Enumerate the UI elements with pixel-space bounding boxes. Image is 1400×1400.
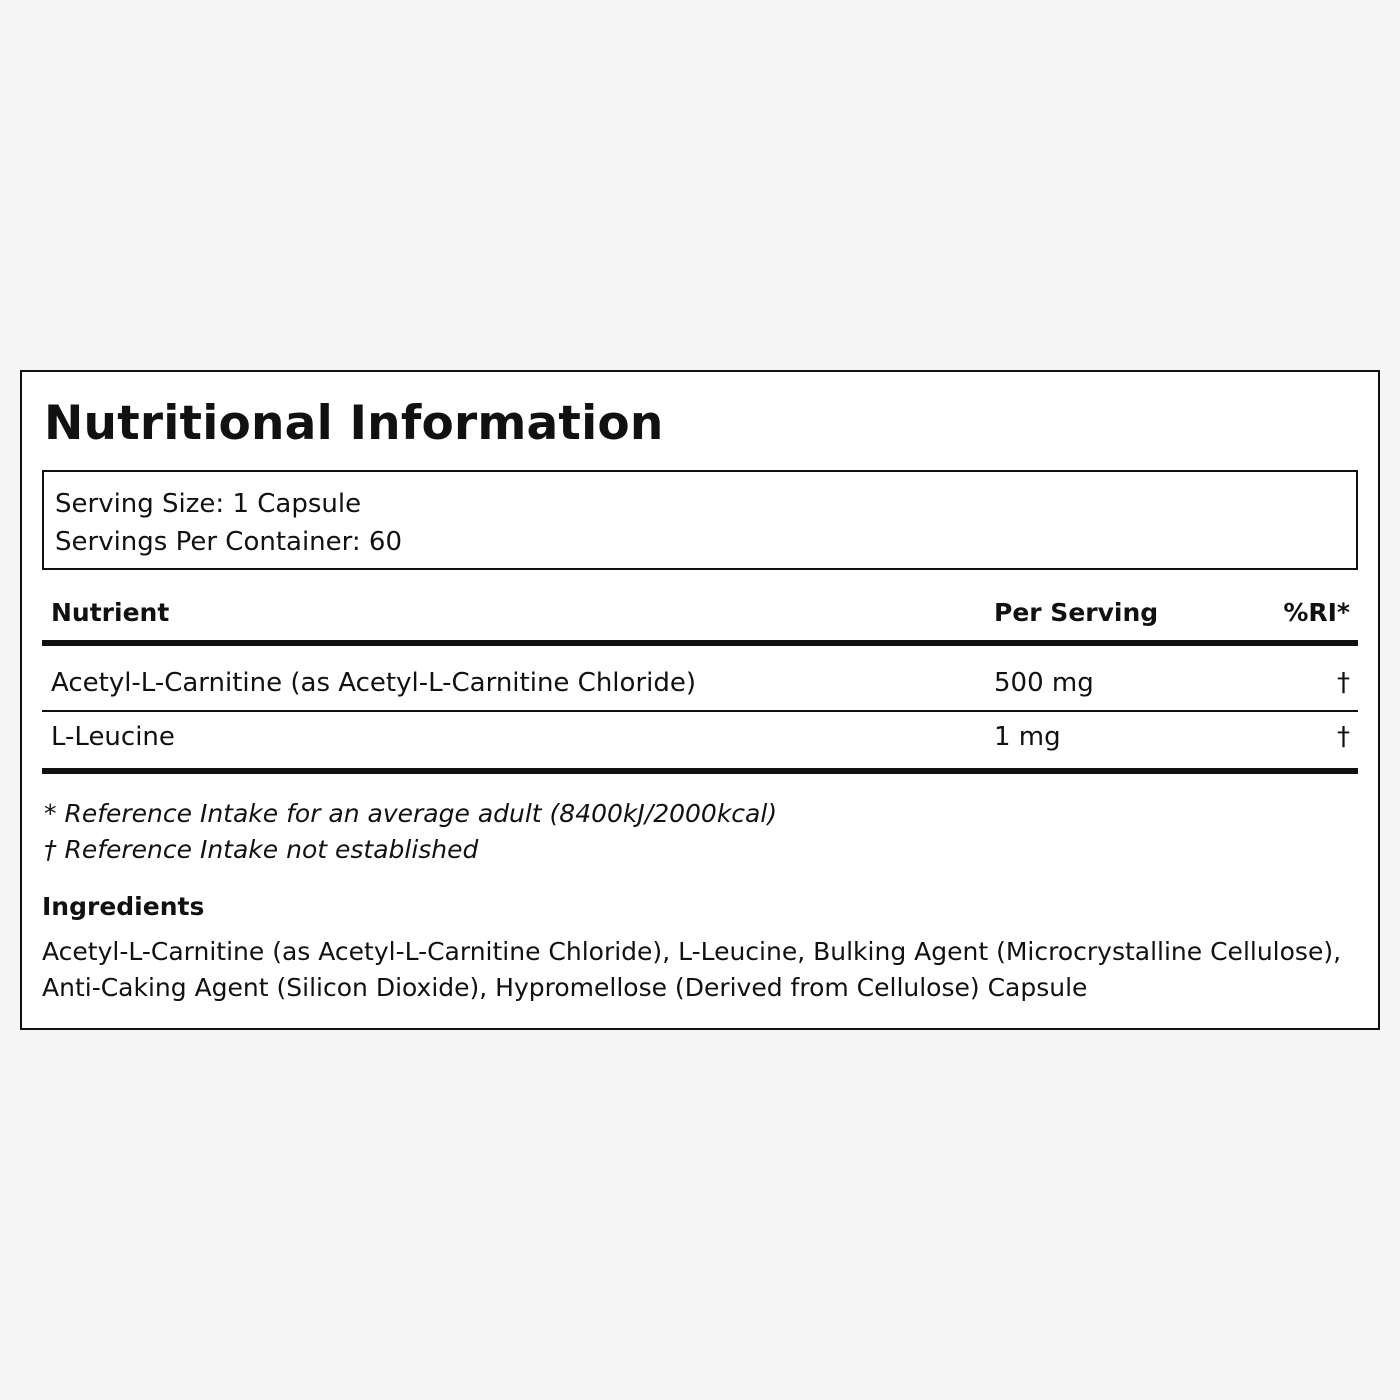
nutrient-amount: 1 mg [994,722,1061,752]
header-nutrient: Nutrient [51,598,170,627]
footnote-reference-intake: * Reference Intake for an average adult (8400kJ/2000kcal) [44,799,778,828]
table-row [42,712,1358,774]
header-per-serving: Per Serving [994,598,1159,627]
serving-info-box [42,470,1358,570]
ingredients-heading: Ingredients [42,892,205,921]
label-title: Nutritional Information [44,396,664,451]
nutrient-name: Acetyl-L-Carnitine (as Acetyl-L-Carnitine Chloride) [51,668,696,698]
nutrient-ri: † [1337,722,1350,752]
ingredients-text: Acetyl-L-Carnitine (as Acetyl-L-Carnitine Chloride), L-Leucine, Bulking Agent (Microcrystalline Cellulose), Anti-Caking Agent (Silicon Dioxide), Hypromellose (Derived from Cellulose) Capsule [42,937,1342,1002]
table-header [42,588,1358,646]
servings-per-container: Servings Per Container: 60 [55,527,403,557]
table-row [42,646,1358,712]
nutrient-table [42,588,1358,774]
nutrient-name: L-Leucine [51,722,175,752]
header-ri: %RI* [1283,598,1350,627]
footnotes [44,796,777,868]
serving-size: Serving Size: 1 Capsule [55,489,362,519]
footnote-not-established: † Reference Intake not established [44,835,479,864]
nutrient-amount: 500 mg [994,668,1094,698]
nutrient-ri: † [1337,668,1350,698]
nutrition-label-panel [20,370,1380,1030]
